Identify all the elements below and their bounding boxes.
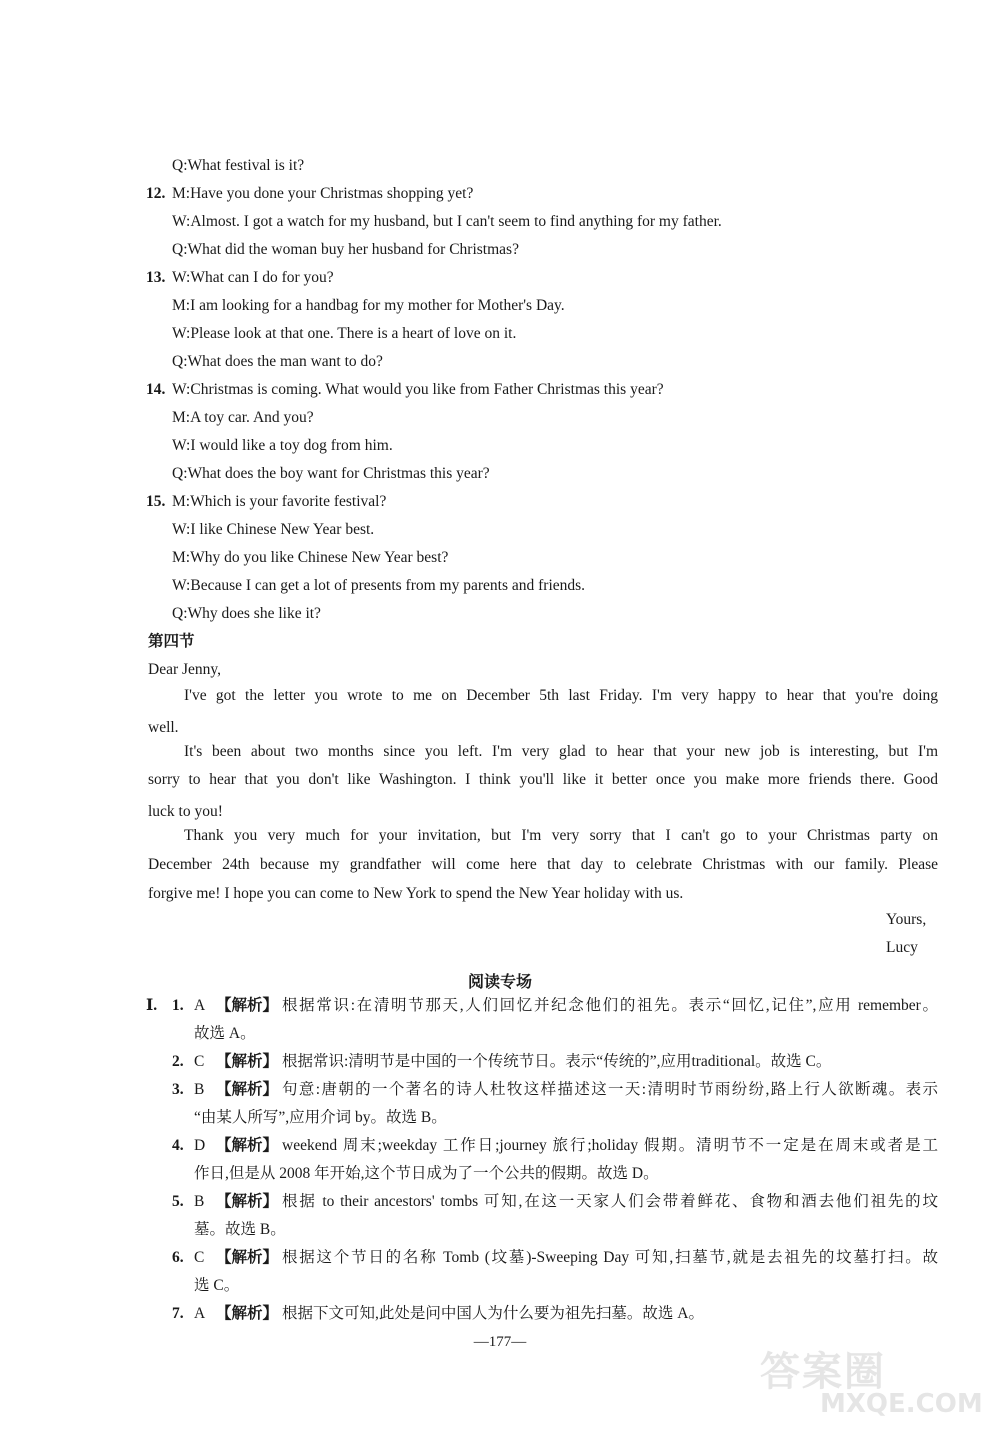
q15-number: 15. [146, 493, 166, 510]
q14-question: Q:What does the boy want for Christmas this year? [172, 465, 490, 482]
reading-item-number: 3. [172, 1081, 184, 1098]
letter-p3-line3: forgive me! I hope you can come to New York to spend the New Year holiday with us. [148, 885, 684, 902]
reading-item-number: 5. [172, 1193, 184, 1210]
reading-item-number: 6. [172, 1249, 184, 1266]
q14-number: 14. [146, 381, 166, 398]
analysis-tag: 【解析】 [216, 1137, 279, 1154]
watermark-logo [760, 1340, 990, 1420]
q15-question: Q:Why does she like it? [172, 605, 321, 622]
reading-item-line2: “由某人所写”,应用介词 by。故选 B。 [194, 1109, 447, 1126]
reading-item-answer: D [194, 1137, 206, 1154]
q13-woman: W:What can I do for you? [172, 269, 334, 286]
reading-item-answer: C [194, 1249, 205, 1266]
reading-item-number: 7. [172, 1305, 184, 1322]
q12-woman: W:Almost. I got a watch for my husband, but I can't seem to find anything for my father. [172, 213, 722, 230]
section4-heading: 第四节 [148, 633, 195, 650]
reading-item-line1: 根据下文可知,此处是问中国人为什么要为祖先扫墓。故选 A。 [282, 1305, 704, 1322]
analysis-tag: 【解析】 [216, 1249, 279, 1266]
letter-closing: Yours, [886, 911, 927, 928]
letter-p2-line2: sorry to hear that you don't like Washington. I think you'll like it better once you make more friends there. Good [148, 771, 938, 788]
q13-number: 13. [146, 269, 166, 286]
reading-item-line1: 根据常识:在清明节那天,人们回忆并纪念他们的祖先。表示“回忆,记住”,应用 remember。 [282, 997, 938, 1014]
q15-woman-2: W:Because I can get a lot of presents from my parents and friends. [172, 577, 586, 594]
analysis-tag: 【解析】 [216, 997, 279, 1014]
reading-item-line2: 选 C。 [194, 1277, 240, 1294]
q13-man: M:I am looking for a handbag for my mother for Mother's Day. [172, 297, 565, 314]
reading-item-line1: 句意:唐朝的一个著名的诗人杜牧这样描述这一天:清明时节雨纷纷,路上行人欲断魂。表示 [282, 1081, 938, 1098]
q14-woman-2: W:I would like a toy dog from him. [172, 437, 393, 454]
analysis-tag: 【解析】 [216, 1053, 279, 1070]
letter-p2-line3: luck to you! [148, 803, 223, 820]
q15-woman: W:I like Chinese New Year best. [172, 521, 375, 538]
reading-item-line2: 故选 A。 [194, 1025, 256, 1042]
q12-question: Q:What did the woman buy her husband for Christmas? [172, 241, 519, 258]
letter-salutation: Dear Jenny, [148, 661, 222, 678]
reading-item-answer: A [194, 997, 206, 1014]
reading-item-number: 1. [172, 997, 184, 1014]
analysis-tag: 【解析】 [216, 1305, 279, 1322]
reading-item-line2: 墓。故选 B。 [194, 1221, 286, 1238]
reading-item-number: 2. [172, 1053, 184, 1070]
reading-item-line1: weekend 周末;weekday 工作日;journey 旅行;holiday 假期。清明节不一定是在周末或者是工 [282, 1137, 938, 1154]
reading-title: 阅读专场 [467, 974, 532, 991]
q15-man-2: M:Why do you like Chinese New Year best? [172, 549, 449, 566]
reading-item-line1: 根据 to their ancestors' tombs 可知,在这一天家人们会带着鲜花、食物和酒去他们祖先的坟 [282, 1193, 938, 1210]
reading-item-line1: 根据这个节日的名称 Tomb (坟墓)-Sweeping Day 可知,扫墓节,就是去祖先的坟墓打扫。故 [282, 1249, 938, 1266]
watermark-line2: MXQE.COM [820, 1389, 983, 1419]
reading-item-line2: 作日,但是从 2008 年开始,这个节日成为了一个公共的假期。故选 D。 [194, 1165, 659, 1182]
q12-number: 12. [146, 185, 166, 202]
q13-question: Q:What does the man want to do? [172, 353, 383, 370]
reading-item-answer: B [194, 1081, 205, 1098]
letter-signature: Lucy [886, 939, 918, 956]
reading-item-answer: C [194, 1053, 205, 1070]
letter-p3-line1: Thank you very much for your invitation, but I'm very sorry that I can't go to your Christmas party on [184, 827, 938, 844]
q11-question: Q:What festival is it? [172, 157, 305, 174]
reading-roman-numeral: Ⅰ. [146, 997, 158, 1014]
analysis-tag: 【解析】 [216, 1081, 279, 1098]
page-number: —177— [473, 1334, 527, 1350]
analysis-tag: 【解析】 [216, 1193, 279, 1210]
letter-p1-line2: well. [148, 719, 179, 736]
q13-woman-2: W:Please look at that one. There is a heart of love on it. [172, 325, 517, 342]
letter-p2-line1: It's been about two months since you left. I'm very glad to hear that your new job is interesting, but I'm [184, 743, 938, 760]
watermark-line1: 答案圈 [760, 1349, 886, 1395]
q15-man: M:Which is your favorite festival? [172, 493, 387, 510]
letter-p3-line2: December 24th because my grandfather will come here that day to celebrate Christmas with our family. Please [148, 856, 938, 873]
q12-man: M:Have you done your Christmas shopping yet? [172, 185, 474, 202]
reading-item-answer: B [194, 1193, 205, 1210]
reading-item-number: 4. [172, 1137, 184, 1154]
q14-man: M:A toy car. And you? [172, 409, 314, 426]
q14-woman: W:Christmas is coming. What would you like from Father Christmas this year? [172, 381, 664, 398]
reading-item-answer: A [194, 1305, 206, 1322]
letter-p1-line1: I've got the letter you wrote to me on December 5th last Friday. I'm very happy to hear that you're doing [184, 687, 938, 704]
reading-item-line1: 根据常识:清明节是中国的一个传统节日。表示“传统的”,应用traditional。故选 C。 [282, 1053, 832, 1070]
